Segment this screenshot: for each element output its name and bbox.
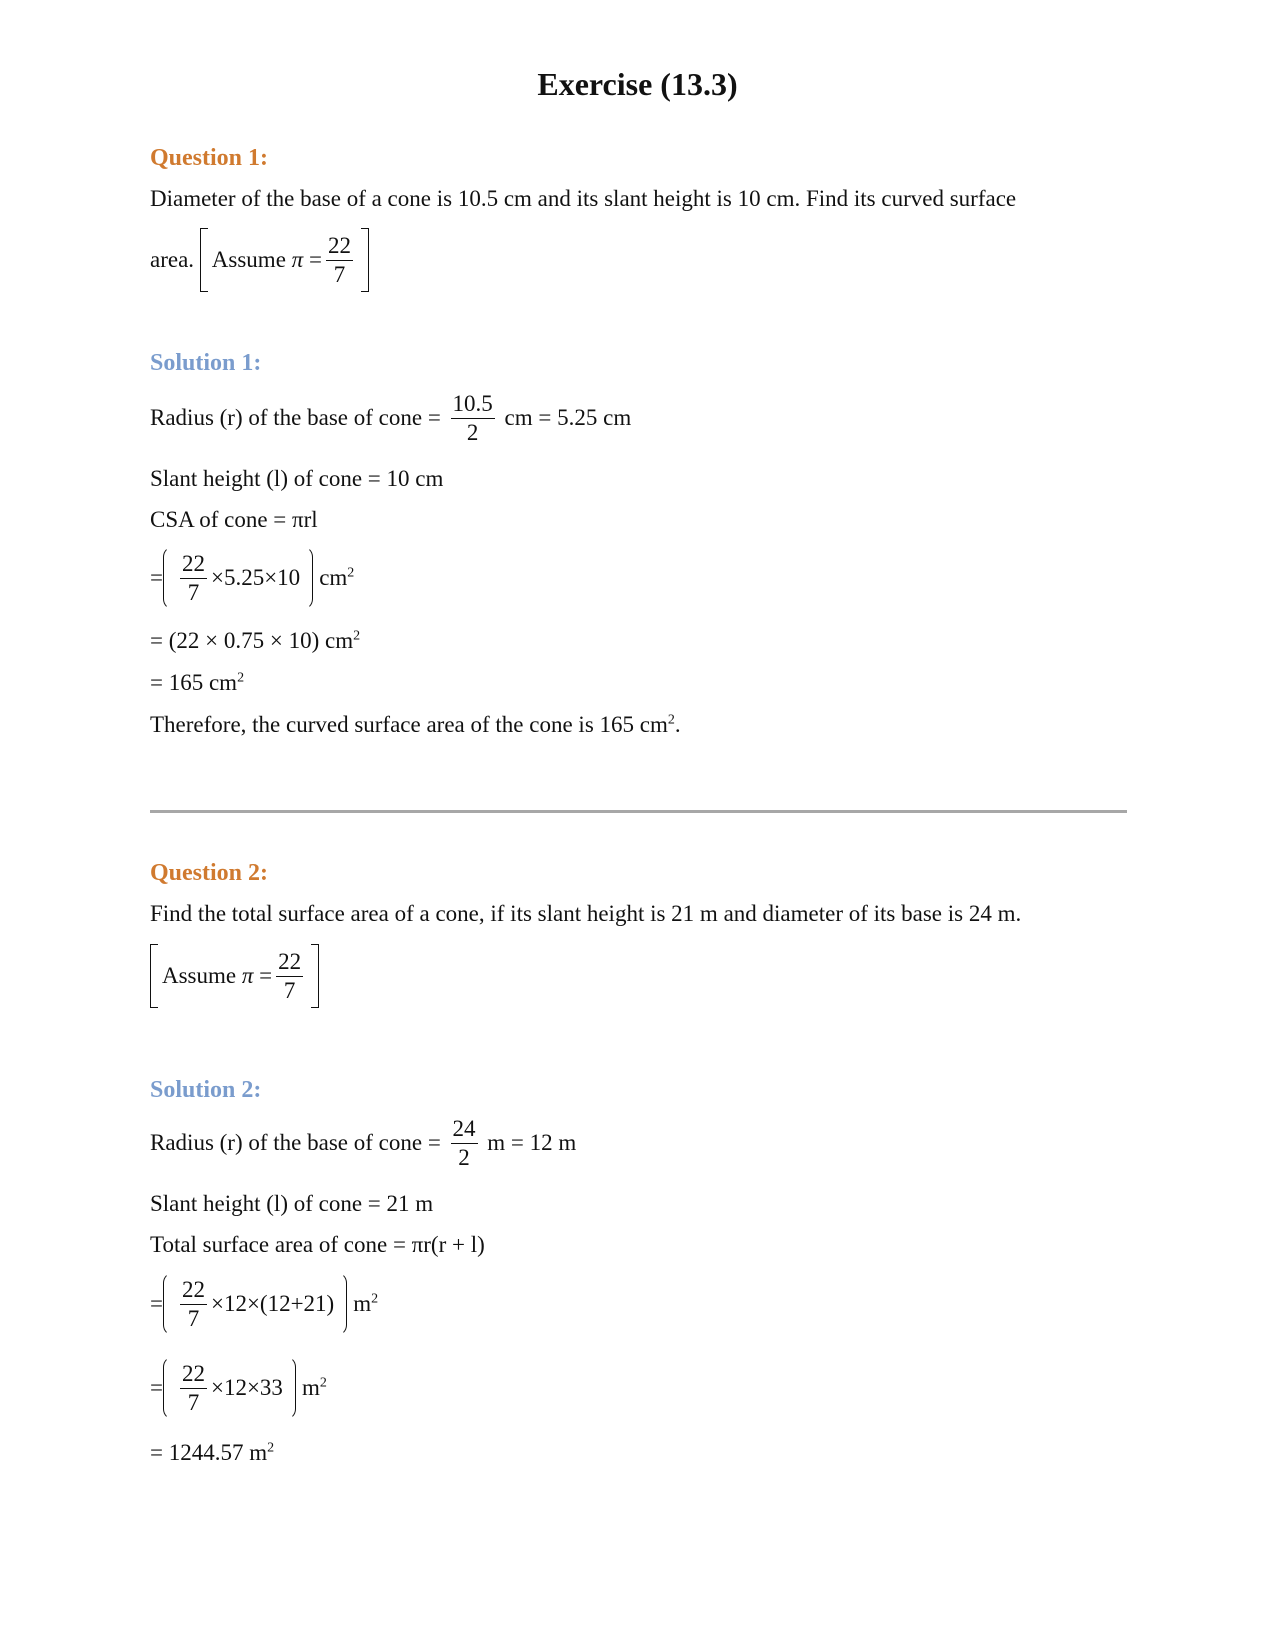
pi-denominator: 7 <box>333 261 346 287</box>
right-paren <box>285 1356 296 1420</box>
left-bracket <box>150 944 158 1008</box>
pi-denominator: 7 <box>283 977 296 1003</box>
pi-denominator: 7 <box>187 1389 200 1415</box>
unit-exponent: 2 <box>371 1291 379 1307</box>
unit-text: m <box>353 1291 372 1316</box>
step-2-text: = (22 × 0.75 × 10) cm <box>150 628 354 653</box>
question-2-assumption <box>150 944 319 1008</box>
radius-label: Radius (r) of the base of cone = <box>150 405 441 431</box>
product-terms: ×12×33 <box>210 1375 283 1400</box>
radius-result: cm = 5.25 cm <box>504 405 632 431</box>
equals-sign: = <box>150 565 163 590</box>
conclusion-text: Therefore, the curved surface area of the cone is 165 cm <box>150 712 668 737</box>
pi-fraction <box>180 1276 207 1332</box>
solution-1-step-3 <box>150 670 244 696</box>
solution-2-heading: Solution 2: <box>150 1077 262 1103</box>
assume-label: Assume <box>162 963 237 988</box>
question-1-text-end: area. <box>150 247 195 272</box>
unit-exponent: 2 <box>667 712 675 728</box>
question-1-heading: Question 1: <box>150 145 269 171</box>
left-paren <box>163 546 174 610</box>
solution-2-radius-line <box>150 1115 576 1171</box>
right-paren <box>336 1272 347 1336</box>
radius-fraction <box>451 390 495 446</box>
unit <box>319 565 354 590</box>
unit <box>302 1375 327 1400</box>
solution-2-slant-line: Slant height (l) of cone = 21 m <box>150 1191 434 1216</box>
pi-fraction <box>326 232 353 288</box>
question-1-assumption <box>150 228 369 292</box>
pi-fraction <box>276 948 303 1004</box>
solution-1-step-1 <box>150 546 354 610</box>
solution-2-tsa-line: Total surface area of cone = πr(r + l) <box>150 1232 485 1257</box>
pi-symbol: π <box>241 963 254 988</box>
pi-numerator: 22 <box>326 232 353 261</box>
solution-1-step-2 <box>150 628 360 654</box>
unit-text: cm <box>319 565 348 590</box>
product-terms: ×5.25×10 <box>210 565 301 590</box>
solution-2-step-2 <box>150 1356 327 1420</box>
solution-1-slant-line: Slant height (l) of cone = 10 cm <box>150 466 444 491</box>
right-bracket <box>311 944 319 1008</box>
question-1-text: Diameter of the base of a cone is 10.5 cm and its slant height is 10 cm. Find its curved surface <box>150 186 1017 211</box>
radius-label: Radius (r) of the base of cone = <box>150 1130 441 1156</box>
solution-1-csa-line: CSA of cone = πrl <box>150 507 318 532</box>
unit-exponent: 2 <box>237 670 245 686</box>
unit-exponent: 2 <box>353 628 361 644</box>
pi-denominator: 7 <box>187 1305 200 1331</box>
radius-numerator: 10.5 <box>451 390 495 419</box>
unit <box>353 1291 378 1316</box>
pi-symbol: π <box>291 247 304 272</box>
solution-1-radius-line <box>150 390 631 446</box>
radius-denominator: 2 <box>466 419 479 445</box>
product-terms: ×12×(12+21) <box>210 1291 335 1316</box>
unit-exponent: 2 <box>319 1375 327 1391</box>
solution-1-conclusion <box>150 712 681 738</box>
radius-fraction <box>451 1115 478 1171</box>
right-bracket <box>361 228 369 292</box>
unit-exponent: 2 <box>347 565 355 581</box>
left-paren <box>163 1272 174 1336</box>
unit-exponent: 2 <box>267 1440 275 1456</box>
step-3-text: = 165 cm <box>150 670 238 695</box>
radius-result: m = 12 m <box>487 1130 577 1156</box>
solution-1-heading: Solution 1: <box>150 350 262 376</box>
section-divider <box>150 810 1127 813</box>
step-3-text: = 1244.57 m <box>150 1440 268 1465</box>
left-paren <box>163 1356 174 1420</box>
pi-numerator: 22 <box>180 550 207 579</box>
left-bracket <box>200 228 208 292</box>
radius-numerator: 24 <box>451 1115 478 1144</box>
equals-sign: = <box>259 963 273 988</box>
pi-numerator: 22 <box>180 1276 207 1305</box>
equals-sign: = <box>308 247 322 272</box>
pi-numerator: 22 <box>276 948 303 977</box>
conclusion-period: . <box>674 712 681 737</box>
equals-sign: = <box>150 1375 163 1400</box>
unit-text: m <box>301 1375 320 1400</box>
assume-label: Assume <box>211 247 286 272</box>
equals-sign: = <box>150 1291 163 1316</box>
right-paren <box>302 546 313 610</box>
pi-fraction <box>180 550 207 606</box>
pi-denominator: 7 <box>187 579 200 605</box>
question-2-text: Find the total surface area of a cone, if its slant height is 21 m and diameter of its base is 24 m. <box>150 901 1022 926</box>
solution-2-step-3 <box>150 1440 274 1466</box>
pi-numerator: 22 <box>180 1360 207 1389</box>
page-title: Exercise (13.3) <box>537 66 738 102</box>
radius-denominator: 2 <box>458 1144 470 1170</box>
question-2-heading: Question 2: <box>150 860 269 886</box>
pi-fraction <box>180 1360 207 1416</box>
solution-2-step-1 <box>150 1272 378 1336</box>
